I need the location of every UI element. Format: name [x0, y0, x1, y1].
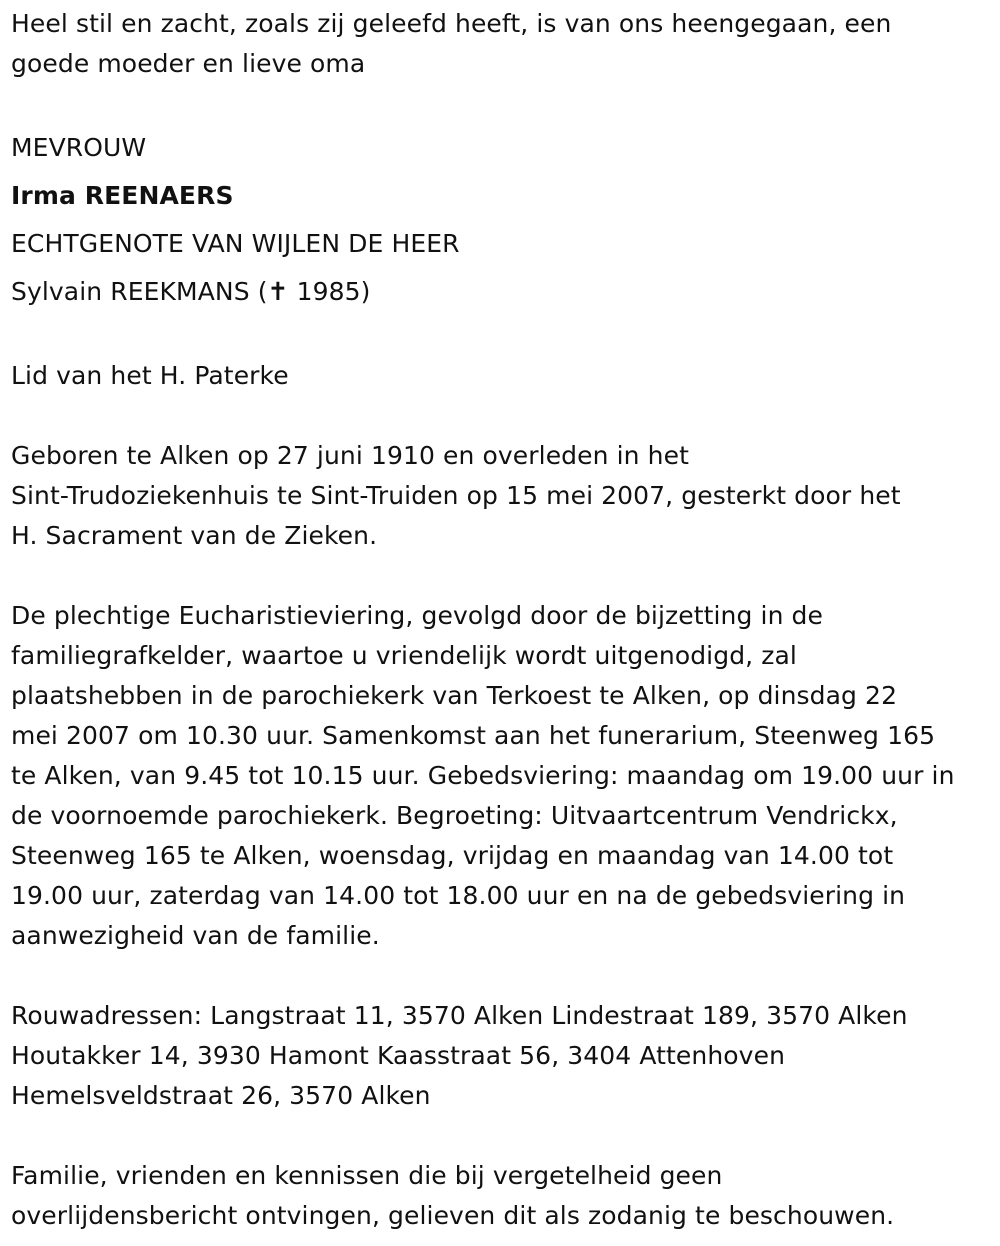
intro-line: goede moeder en lieve oma — [11, 49, 366, 78]
ceremony-paragraph — [11, 596, 996, 956]
closing-line: overlijdensbericht ontvingen, gelieven dit als zodanig te beschouwen. — [11, 1201, 895, 1230]
address-line: Rouwadressen: Langstraat 11, 3570 Alken Lindestraat 189, 3570 Alken — [11, 1001, 908, 1030]
intro-line: Heel stil en zacht, zoals zij geleefd heeft, is van ons heengegaan, een — [11, 9, 892, 38]
ceremony-line: 19.00 uur, zaterdag van 14.00 tot 18.00 uur en na de gebedsviering in — [11, 881, 906, 910]
ceremony-line: de voornoemde parochiekerk. Begroeting: Uitvaartcentrum Vendrickx, — [11, 801, 898, 830]
birth-death-line: Sint-Trudoziekenhuis te Sint-Truiden op 15 mei 2007, gesterkt door het — [11, 481, 901, 510]
ceremony-line: aanwezigheid van de familie. — [11, 921, 380, 950]
closing-line: Familie, vrienden en kennissen die bij vergetelheid geen — [11, 1161, 723, 1190]
deceased-block — [11, 124, 996, 316]
ceremony-line: familiegrafkelder, waartoe u vriendelijk wordt uitgenodigd, zal — [11, 641, 797, 670]
address-line: Houtakker 14, 3930 Hamont Kaasstraat 56, 3404 Attenhoven — [11, 1041, 786, 1070]
birth-death-paragraph — [11, 436, 996, 556]
membership-paragraph — [11, 356, 996, 396]
deceased-title: MEVROUW — [11, 133, 147, 162]
intro-paragraph — [11, 4, 996, 84]
ceremony-line: plaatshebben in de parochiekerk van Terkoest te Alken, op dinsdag 22 — [11, 681, 898, 710]
ceremony-line: mei 2007 om 10.30 uur. Samenkomst aan het funerarium, Steenweg 165 — [11, 721, 936, 750]
birth-death-line: Geboren te Alken op 27 juni 1910 en overleden in het — [11, 441, 689, 470]
birth-death-line: H. Sacrament van de Zieken. — [11, 521, 378, 550]
addresses-paragraph — [11, 996, 996, 1116]
ceremony-line: te Alken, van 9.45 tot 10.15 uur. Gebedsviering: maandag om 19.00 uur in — [11, 761, 955, 790]
closing-paragraph — [11, 1156, 996, 1236]
membership-text: Lid van het H. Paterke — [11, 361, 289, 390]
spouse-name: Sylvain REEKMANS (✝ 1985) — [11, 277, 371, 306]
ceremony-line: De plechtige Eucharistieviering, gevolgd door de bijzetting in de — [11, 601, 824, 630]
deceased-name: Irma REENAERS — [11, 181, 234, 210]
obituary-document — [11, 4, 996, 1236]
address-line: Hemelsveldstraat 26, 3570 Alken — [11, 1081, 431, 1110]
ceremony-line: Steenweg 165 te Alken, woensdag, vrijdag en maandag van 14.00 tot — [11, 841, 894, 870]
deceased-relation: ECHTGENOTE VAN WIJLEN DE HEER — [11, 229, 460, 258]
